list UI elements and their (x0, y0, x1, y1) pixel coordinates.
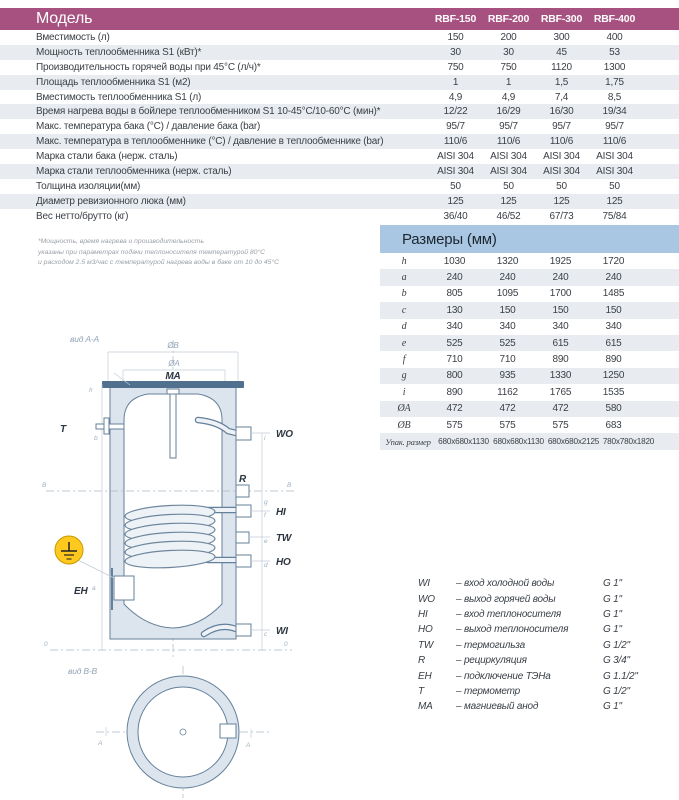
legend-row (418, 653, 653, 668)
footnote (38, 237, 358, 269)
legend-size: G 1.1/2" (603, 670, 638, 682)
footnote-line: *Мощность, время нагрева и производительность (38, 238, 204, 245)
cell: 30 (450, 46, 461, 58)
cell: 1095 (496, 288, 519, 300)
legend-desc: – термометр (456, 685, 520, 697)
spec-table (0, 0, 679, 224)
ho-port (236, 555, 251, 567)
table-row (0, 149, 679, 164)
cell: 240 (499, 272, 516, 284)
cell: 680x680x1130 (493, 437, 544, 447)
row-label: Толщина изоляции(мм) (36, 180, 141, 192)
dim-letter: b (401, 288, 407, 300)
cell: 1 (505, 76, 512, 88)
table-row (380, 368, 679, 384)
cell: AISI 304 (490, 165, 527, 177)
cell: AISI 304 (543, 151, 580, 163)
cell: 150 (552, 304, 569, 316)
cell: 340 (446, 321, 463, 333)
cell: 50 (503, 180, 514, 192)
row-label: Мощность теплообменника S1 (кВт)* (36, 46, 202, 58)
legend-desc: – выход горячей воды (456, 593, 556, 605)
legend-size: G 1/2" (603, 685, 630, 697)
cell: 95/7 (605, 121, 624, 133)
label-r: R (239, 474, 247, 485)
cell: 240 (552, 272, 569, 284)
row-label: Производительность горячей воды при 45°С (л/ч)* (36, 61, 261, 73)
cell: 710 (499, 354, 516, 366)
spec-table-header (0, 8, 679, 30)
table-row (380, 401, 679, 417)
dim-letter: c (401, 304, 407, 316)
cell: 53 (609, 46, 620, 58)
dim-letter: i (402, 386, 406, 398)
row-label: Время нагрева воды в бойлере теплообменником S1 10-45°С/10-60°С (мин)* (36, 106, 381, 118)
legend-row (418, 576, 653, 591)
cell: 46/52 (496, 210, 521, 222)
cell: 805 (446, 288, 463, 300)
dim-ob-label: ØB (167, 341, 179, 350)
cell: 683 (605, 419, 622, 431)
cell: 472 (499, 403, 516, 415)
r-port (236, 485, 249, 497)
page-title: Модель (36, 10, 93, 27)
cell: 400 (606, 31, 623, 43)
cell: 1 (452, 76, 459, 88)
cell: 472 (552, 403, 569, 415)
cell: AISI 304 (596, 165, 633, 177)
table-row (0, 179, 679, 194)
wo-port (236, 427, 251, 440)
legend-desc: – рециркуляция (456, 655, 527, 667)
cell: 8,5 (607, 91, 622, 103)
marker-e: e (264, 538, 268, 545)
footnote-line: и расходом 2.5 м3/час с температурой нагрева воды в баке от 10 до 45°С (38, 259, 280, 267)
table-row (0, 60, 679, 75)
cell: 615 (552, 337, 569, 349)
legend-size: G 1" (603, 624, 622, 636)
row-label: Марка стали теплообменника (нерж. сталь) (36, 165, 232, 177)
legend-size: G 1" (603, 608, 622, 620)
hi-port (236, 505, 251, 517)
dim-letter: f (402, 354, 406, 366)
cell: 110/6 (602, 136, 627, 148)
table-row (0, 209, 679, 224)
table-row (380, 253, 679, 269)
view-a-label: вид A-A (70, 334, 99, 344)
table-row (380, 351, 679, 367)
cell: 340 (605, 321, 622, 333)
legend-desc: – вход холодной воды (456, 578, 555, 590)
package-size-label: Упак. размер (385, 436, 431, 447)
cell: 1320 (496, 255, 519, 267)
table-row (380, 384, 679, 400)
dimensions-table (380, 225, 679, 450)
tw-port (236, 532, 249, 543)
cell: 1120 (551, 61, 572, 73)
cell: 615 (605, 337, 622, 349)
model-header: RBF-200 (487, 13, 530, 25)
table-row (0, 134, 679, 149)
cell: 1485 (602, 288, 625, 300)
label-hi: HI (276, 507, 286, 518)
cell: 710 (446, 354, 463, 366)
baseline-left: 0 (44, 641, 48, 648)
legend-row (418, 607, 653, 622)
row-label: Вместимость (л) (36, 31, 110, 43)
cell: 890 (552, 354, 569, 366)
row-label: Вместимость теплообменника S1 (л) (36, 91, 202, 103)
legend-desc: – вход теплоносителя (456, 608, 562, 620)
cell: AISI 304 (543, 165, 580, 177)
cell: 340 (499, 321, 516, 333)
cell: 1765 (549, 386, 572, 398)
cell: 4,9 (501, 91, 516, 103)
legend-row (418, 684, 653, 699)
section-a-right: A (246, 742, 251, 749)
table-row (0, 104, 679, 119)
anode-rod (167, 389, 179, 394)
cell: 150 (499, 304, 516, 316)
legend-row (418, 591, 653, 606)
cell: 110/6 (443, 136, 468, 148)
cell: 1535 (602, 386, 625, 398)
cell: 525 (446, 337, 463, 349)
dim-letter: a (401, 272, 407, 284)
table-row (380, 319, 679, 335)
cell: 150 (605, 304, 622, 316)
dim-letter: ØB (397, 419, 411, 431)
legend-desc: – магниевый анод (456, 701, 539, 713)
model-header: RBF-300 (540, 13, 583, 25)
cell: 750 (500, 61, 517, 73)
table-row (380, 302, 679, 318)
cell: 95/7 (446, 121, 465, 133)
boiler-technical-drawing (40, 328, 340, 800)
cell: 95/7 (552, 121, 571, 133)
legend-desc: – термогильза (456, 639, 525, 651)
tank-lid (102, 381, 244, 388)
legend-row (418, 622, 653, 637)
cell: 890 (446, 386, 463, 398)
dim-letter: e (401, 337, 407, 349)
label-t: T (60, 424, 66, 435)
dim-letter: ØA (397, 403, 411, 415)
marker-h: h (89, 387, 93, 394)
marker-d: d (264, 562, 268, 569)
dim-oa-label: ØA (168, 359, 180, 368)
cell: 125 (447, 195, 464, 207)
cell: 240 (446, 272, 463, 284)
cell: 680x680x1130 (438, 437, 489, 447)
cell: 1030 (443, 255, 466, 267)
cell: 340 (552, 321, 569, 333)
label-tw: TW (276, 533, 292, 544)
thermometer-port (96, 424, 124, 429)
cell: 1162 (497, 386, 518, 398)
legend-code: WO (418, 593, 435, 605)
label-eh: EH (74, 586, 88, 597)
baseline-right: 0 (284, 641, 288, 648)
cell: AISI 304 (437, 165, 474, 177)
cell: 1925 (549, 255, 572, 267)
legend-code: R (418, 655, 426, 667)
legend-code: HO (418, 624, 433, 636)
model-header: RBF-400 (593, 13, 636, 25)
package-size-row (380, 433, 679, 450)
table-row (0, 45, 679, 60)
cell: 1720 (602, 255, 625, 267)
grounding-icon (55, 536, 114, 578)
section-b-right: B (287, 482, 292, 489)
table-row (380, 417, 679, 433)
cell: 75/84 (602, 210, 627, 222)
legend-code: TW (418, 639, 434, 651)
cell: 935 (499, 370, 516, 382)
cell: 16/30 (549, 106, 574, 118)
cell: 16/29 (496, 106, 521, 118)
row-label: Марка стали бака (нерж. сталь) (36, 151, 178, 163)
legend-row (418, 699, 653, 714)
cell: 19/34 (602, 106, 627, 118)
section-b-view (96, 666, 272, 798)
cell: 780x780x1820 (602, 437, 655, 447)
cell: 125 (553, 195, 570, 207)
cell: 575 (446, 419, 463, 431)
section-b-left: B (42, 482, 47, 489)
cell: 240 (605, 272, 622, 284)
view-b-label: вид B-B (68, 666, 97, 676)
marker-f: f (264, 512, 266, 519)
cell: 200 (500, 31, 517, 43)
footnote-line: указаны при параметрах подачи теплоносителя температурой 80°С (38, 248, 266, 256)
legend-code: WI (418, 578, 430, 590)
legend-desc: – выход теплоносителя (456, 624, 569, 636)
cell: 110/6 (549, 136, 574, 148)
cell: 36/40 (443, 210, 468, 222)
legend-desc: – подключение ТЭНа (456, 670, 551, 682)
eh-port (114, 576, 134, 600)
legend-size: G 1" (603, 701, 622, 713)
legend-code: EH (418, 670, 432, 682)
cell: 67/73 (549, 210, 574, 222)
cell: 110/6 (496, 136, 521, 148)
cell: 30 (503, 46, 514, 58)
legend-size: G 1/2" (603, 639, 630, 651)
cell: 1330 (549, 370, 572, 382)
marker-b: b (94, 435, 98, 442)
row-label: Макс. температура бака (°С) / давление бака (bar) (36, 121, 261, 133)
cell: 300 (553, 31, 570, 43)
legend-size: G 1" (603, 593, 622, 605)
table-row (380, 335, 679, 351)
cell: 4,9 (448, 91, 463, 103)
cell: 50 (450, 180, 461, 192)
connections-legend (418, 576, 653, 715)
cell: 1250 (602, 370, 625, 382)
marker-i: i (264, 435, 266, 442)
table-row (0, 164, 679, 179)
table-row (0, 119, 679, 134)
legend-code: HI (418, 608, 428, 620)
table-row (0, 194, 679, 209)
cell: 1300 (603, 61, 626, 73)
legend-code: MA (418, 701, 433, 713)
marker-c: c (264, 631, 268, 638)
cell: 1700 (549, 288, 572, 300)
dim-letter: g (401, 370, 407, 382)
cell: 130 (446, 304, 463, 316)
model-header: RBF-150 (434, 13, 477, 25)
cell: 575 (552, 419, 569, 431)
cell: 890 (605, 354, 622, 366)
cell: AISI 304 (490, 151, 527, 163)
cell: 580 (605, 403, 622, 415)
cell: 800 (446, 370, 463, 382)
cell: 12/22 (443, 106, 468, 118)
marker-g: g (264, 499, 268, 506)
cell: 95/7 (499, 121, 518, 133)
legend-size: G 1" (603, 578, 622, 590)
marker-a: a (92, 585, 96, 592)
dim-letter: h (401, 255, 407, 267)
cell: 50 (609, 180, 620, 192)
cell: 1,5 (554, 76, 569, 88)
cell: 472 (446, 403, 463, 415)
cell: 525 (499, 337, 516, 349)
label-ho: HO (276, 557, 291, 568)
cell: 125 (500, 195, 517, 207)
table-row (0, 90, 679, 105)
table-row (380, 269, 679, 285)
legend-row (418, 638, 653, 653)
legend-size: G 3/4" (603, 655, 630, 667)
cell: 1,75 (605, 76, 624, 88)
legend-code: T (418, 685, 424, 697)
cell: 575 (499, 419, 516, 431)
row-label: Диаметр ревизионного люка (мм) (36, 195, 186, 207)
cell: AISI 304 (596, 151, 633, 163)
cell: 125 (606, 195, 623, 207)
legend-row (418, 668, 653, 683)
cell: 7,4 (554, 91, 569, 103)
label-ma: MA (165, 371, 181, 382)
cell: 150 (447, 31, 464, 43)
table-row (0, 75, 679, 90)
wi-port (236, 624, 251, 636)
row-label: Площадь теплообменника S1 (м2) (36, 76, 191, 88)
cell: 680x680x2125 (547, 437, 600, 447)
dim-letter: d (401, 321, 407, 333)
section-a-left: A (98, 740, 103, 747)
cell: 750 (447, 61, 464, 73)
dimensions-table-title: Размеры (мм) (380, 225, 679, 253)
table-row (380, 286, 679, 302)
row-label: Макс. температура в теплообменнике (°С) / давление в теплообменнике (bar) (36, 136, 384, 148)
cell: 50 (556, 180, 567, 192)
row-label: Вес нетто/брутто (кг) (36, 210, 129, 222)
label-wo: WO (276, 429, 293, 440)
cell: 45 (556, 46, 567, 58)
cell: AISI 304 (437, 151, 474, 163)
table-row (0, 30, 679, 45)
label-wi: WI (276, 626, 288, 637)
